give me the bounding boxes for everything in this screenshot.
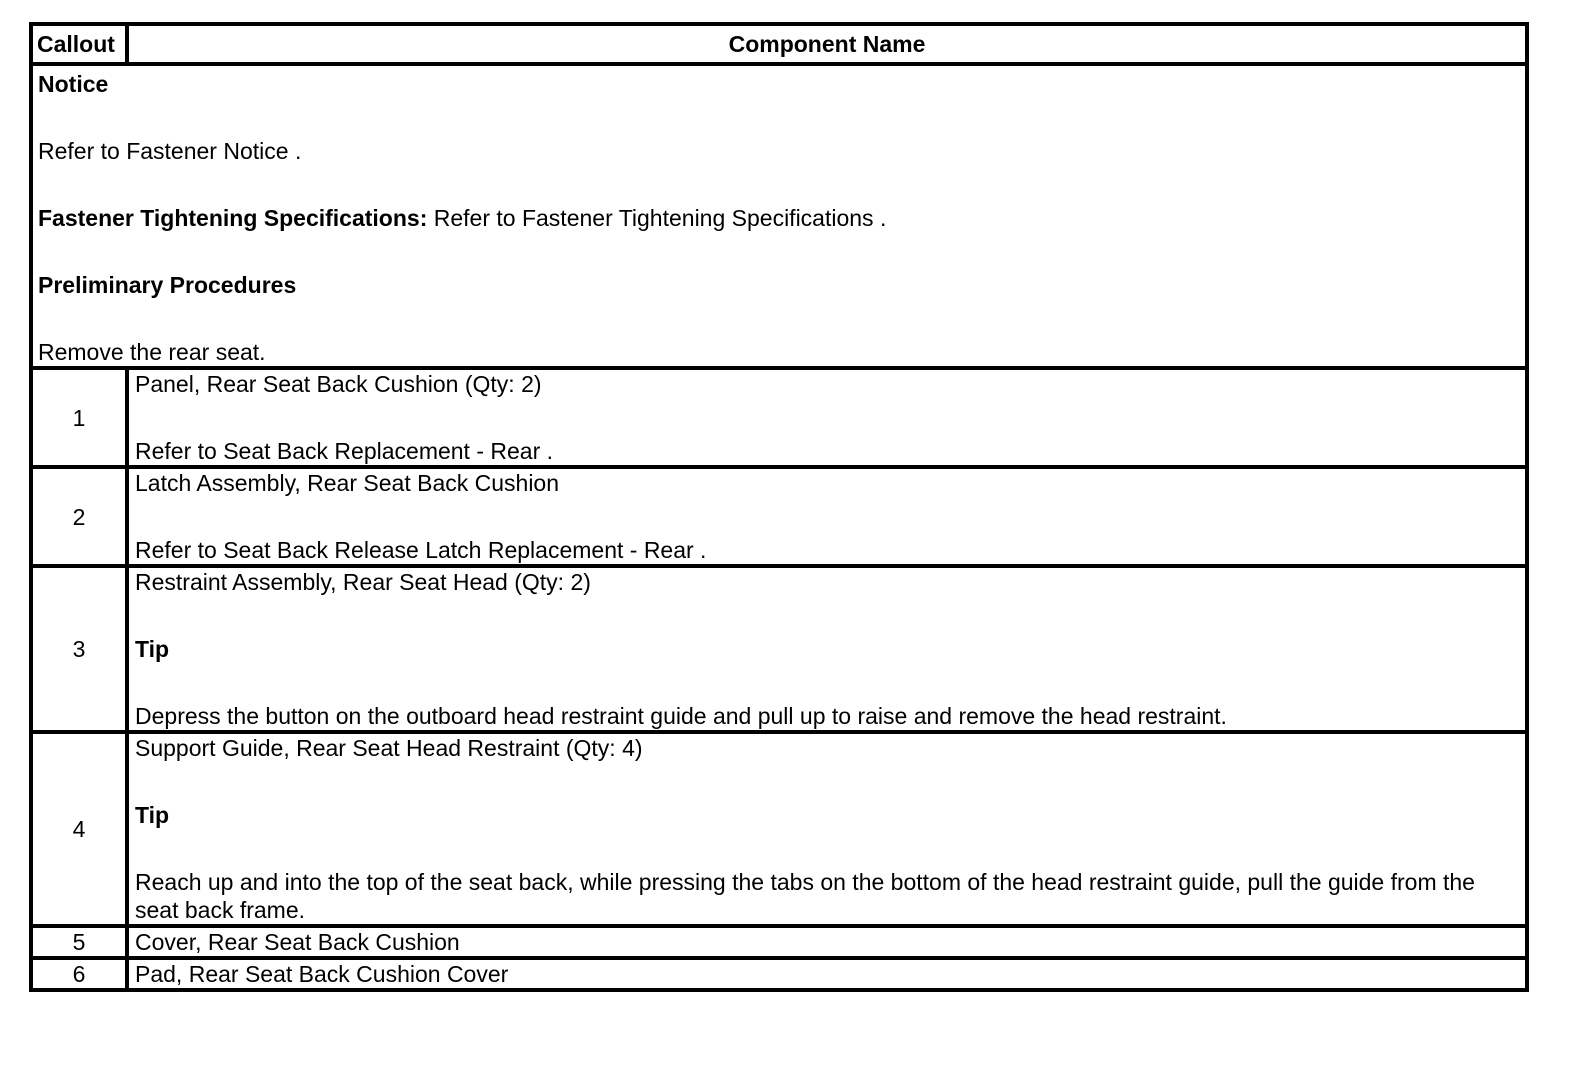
component-name: Panel, Rear Seat Back Cushion (Qty: 2) xyxy=(135,371,542,397)
component-cell xyxy=(127,368,1527,467)
header-row xyxy=(31,24,1527,64)
tip-heading: Tip xyxy=(135,636,170,662)
callout-number: 3 xyxy=(31,566,127,732)
tip-heading: Tip xyxy=(135,802,170,828)
intro-row xyxy=(31,64,1527,368)
callout-header: Callout xyxy=(31,24,127,64)
table-row xyxy=(31,566,1527,732)
spec-line xyxy=(38,204,1525,232)
component-name: Pad, Rear Seat Back Cushion Cover xyxy=(135,961,509,987)
prelim-text: Remove the rear seat. xyxy=(38,339,266,365)
table-row xyxy=(31,368,1527,467)
component-cell xyxy=(127,958,1527,990)
component-text: Refer to Seat Back Release Latch Replacement - Rear . xyxy=(135,537,707,563)
notice-text: Refer to Fastener Notice . xyxy=(38,138,302,164)
spec-text: Refer to Fastener Tightening Specifications . xyxy=(427,205,887,231)
component-text: Reach up and into the top of the seat back, while pressing the tabs on the bottom of the head restraint guide, pull the guide from the seat back frame. xyxy=(135,869,1475,923)
callout-number: 1 xyxy=(31,368,127,467)
callout-number: 2 xyxy=(31,467,127,566)
callout-number: 6 xyxy=(31,958,127,990)
component-cell xyxy=(127,732,1527,926)
component-name: Support Guide, Rear Seat Head Restraint (Qty: 4) xyxy=(135,735,643,761)
notice-heading: Notice xyxy=(38,71,109,97)
component-text: Refer to Seat Back Replacement - Rear . xyxy=(135,438,554,464)
component-table xyxy=(29,22,1529,992)
spec-label: Fastener Tightening Specifications: xyxy=(38,205,428,231)
callout-number: 4 xyxy=(31,732,127,926)
component-name-header: Component Name xyxy=(127,24,1527,64)
component-text: Depress the button on the outboard head restraint guide and pull up to raise and remove the head restraint. xyxy=(135,703,1227,729)
component-cell xyxy=(127,566,1527,732)
prelim-heading: Preliminary Procedures xyxy=(38,272,297,298)
component-cell xyxy=(127,926,1527,958)
table-row xyxy=(31,958,1527,990)
table-row xyxy=(31,732,1527,926)
component-cell xyxy=(127,467,1527,566)
table-row xyxy=(31,926,1527,958)
component-name: Latch Assembly, Rear Seat Back Cushion xyxy=(135,470,560,496)
component-name: Cover, Rear Seat Back Cushion xyxy=(135,929,460,955)
callout-number: 5 xyxy=(31,926,127,958)
table-row xyxy=(31,467,1527,566)
component-name: Restraint Assembly, Rear Seat Head (Qty: 2) xyxy=(135,569,591,595)
intro-cell xyxy=(31,64,1527,368)
